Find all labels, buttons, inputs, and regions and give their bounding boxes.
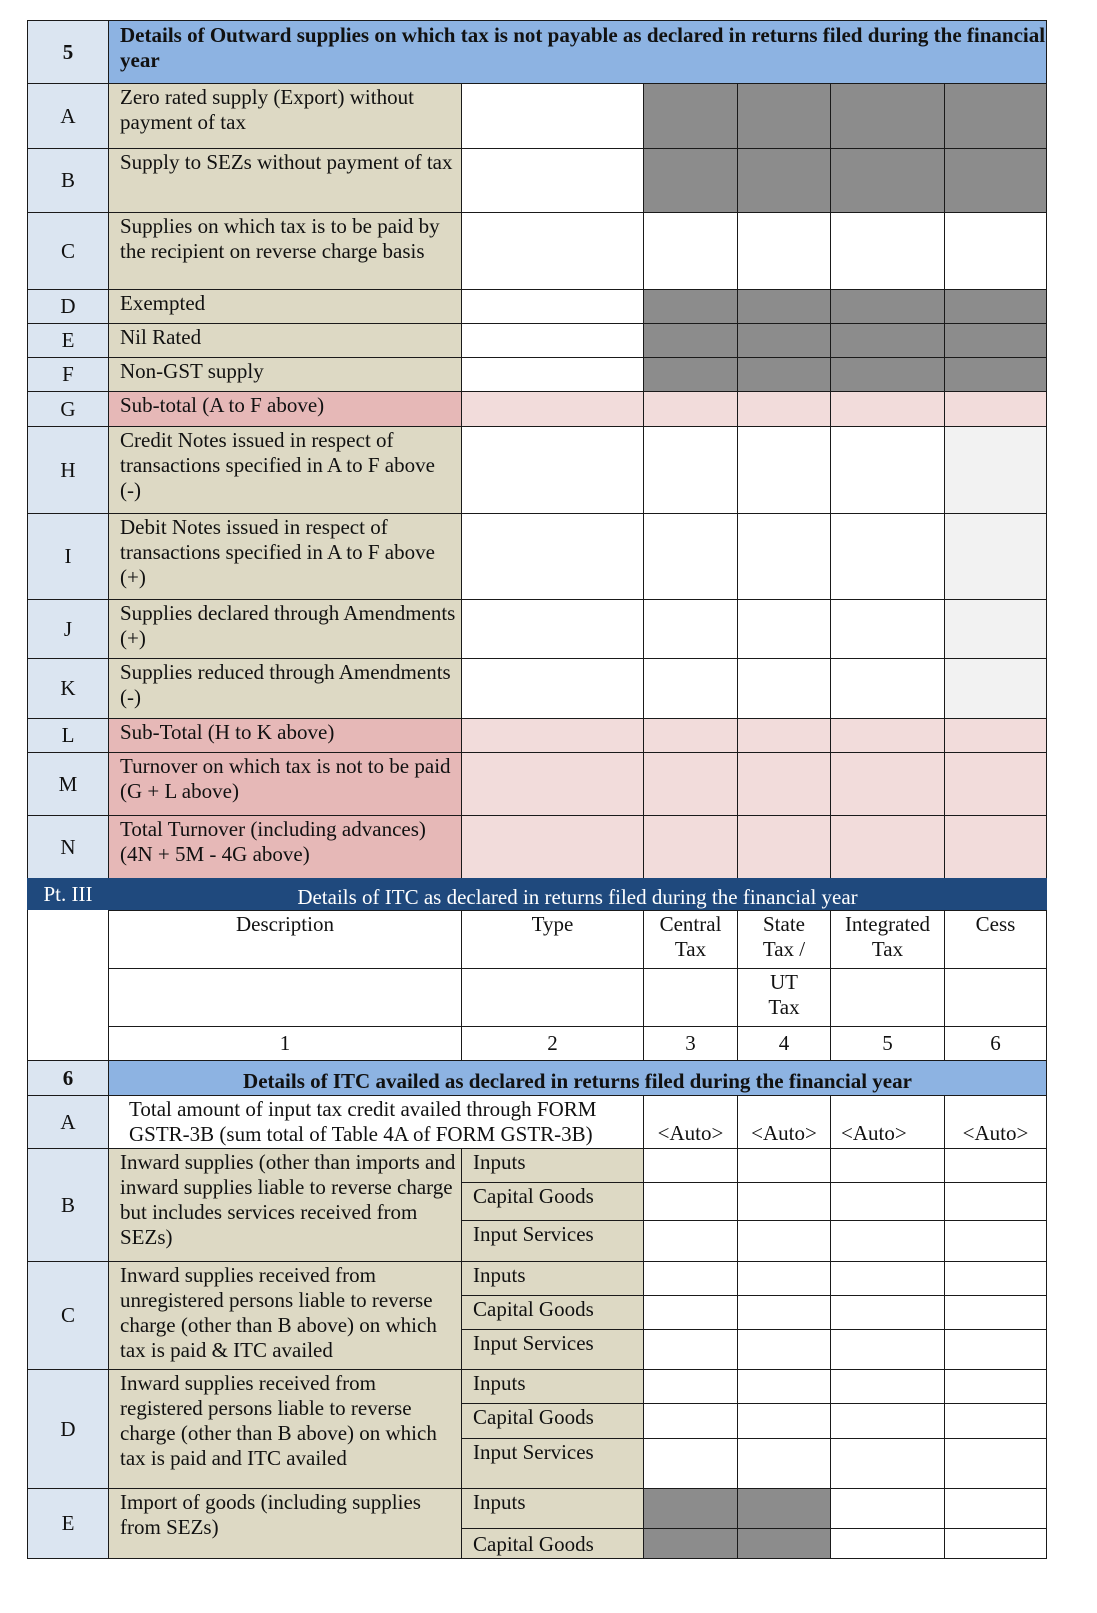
value-cell[interactable] (737, 1148, 831, 1183)
row-id: G (27, 391, 109, 427)
col-number: 6 (944, 1026, 1047, 1061)
col-number: 1 (108, 1026, 462, 1061)
subtotal-cell (830, 815, 945, 879)
row-id: E (27, 323, 109, 358)
auto-value: <Auto> (830, 1095, 945, 1149)
row-label: Supplies reduced through Amendments (-) (108, 658, 462, 719)
row-label: Import of goods (including supplies from SEZs) (108, 1488, 462, 1559)
subtotal-cell (643, 391, 738, 427)
value-cell[interactable] (461, 513, 644, 600)
subtotal-cell (461, 752, 644, 816)
value-cell[interactable] (737, 1438, 831, 1489)
row-id: K (27, 658, 109, 719)
value-cell[interactable] (737, 658, 831, 719)
value-cell[interactable] (944, 1148, 1047, 1183)
type-label: Capital Goods (461, 1295, 644, 1330)
col-header-cess: Cess (944, 910, 1047, 969)
value-cell[interactable] (830, 1438, 945, 1489)
col-header-type: Type (461, 910, 644, 969)
col-number: 4 (737, 1026, 831, 1061)
value-cell[interactable] (737, 1182, 831, 1221)
value-cell[interactable] (944, 426, 1047, 514)
value-cell[interactable] (830, 1488, 945, 1529)
row-label: Inward supplies received from unregistered persons liable to reverse charge (other than B above) on which tax is paid & ITC availed (108, 1261, 462, 1370)
value-cell[interactable] (944, 1369, 1047, 1404)
value-cell[interactable] (643, 1369, 738, 1404)
value-cell[interactable] (944, 1403, 1047, 1439)
section-title: Details of ITC availed as declared in returns filed during the financial year (108, 1060, 1047, 1096)
row-id: J (27, 599, 109, 659)
row-id: D (27, 289, 109, 324)
disabled-cell (737, 323, 831, 358)
value-cell[interactable] (830, 1148, 945, 1183)
value-cell[interactable] (830, 1261, 945, 1296)
section-number-text: 5 (62, 39, 74, 64)
subtotal-label: Sub-Total (H to K above) (108, 718, 462, 753)
row-label: Non-GST supply (108, 357, 462, 392)
subtotal-cell (944, 815, 1047, 879)
row-label: Debit Notes issued in respect of transactions specified in A to F above (+) (108, 513, 462, 600)
value-cell[interactable] (643, 426, 738, 514)
disabled-cell (737, 357, 831, 392)
disabled-cell (830, 83, 945, 149)
value-cell[interactable] (643, 1261, 738, 1296)
value-cell[interactable] (830, 1182, 945, 1221)
col-header-state-tax: State Tax / (737, 910, 831, 969)
value-cell[interactable] (643, 1403, 738, 1439)
disabled-cell (643, 83, 738, 149)
subtotal-label: Turnover on which tax is not to be paid (G + L above) (108, 752, 462, 816)
disabled-cell (944, 289, 1047, 324)
subtotal-cell (830, 752, 945, 816)
disabled-cell (643, 323, 738, 358)
header-spacer (108, 968, 462, 1027)
disabled-cell (830, 289, 945, 324)
value-cell[interactable] (737, 212, 831, 290)
subtotal-cell (944, 718, 1047, 753)
disabled-cell (830, 148, 945, 213)
header-spacer (944, 968, 1047, 1027)
row-id: N (27, 815, 109, 879)
value-cell[interactable] (643, 599, 738, 659)
disabled-cell (737, 148, 831, 213)
value-cell[interactable] (737, 1329, 831, 1370)
value-cell[interactable] (830, 1295, 945, 1330)
disabled-cell (737, 1528, 831, 1559)
value-cell[interactable] (643, 1295, 738, 1330)
value-cell[interactable] (830, 513, 945, 600)
part-label: Pt. III (27, 878, 109, 911)
value-cell[interactable] (643, 1438, 738, 1489)
row-label: Supply to SEZs without payment of tax (108, 148, 462, 213)
value-cell[interactable] (461, 323, 644, 358)
subtotal-cell (737, 815, 831, 879)
disabled-cell (643, 289, 738, 324)
row-id: A (27, 83, 109, 149)
row-id: D (27, 1369, 109, 1489)
value-cell[interactable] (944, 1261, 1047, 1296)
row-id: H (27, 426, 109, 514)
type-label: Inputs (461, 1369, 644, 1404)
type-label: Inputs (461, 1148, 644, 1183)
value-cell[interactable] (461, 357, 644, 392)
subtotal-cell (461, 718, 644, 753)
value-cell[interactable] (830, 658, 945, 719)
type-label: Capital Goods (461, 1182, 644, 1221)
disabled-cell (643, 148, 738, 213)
value-cell[interactable] (944, 1488, 1047, 1529)
value-cell[interactable] (830, 1403, 945, 1439)
type-label: Inputs (461, 1488, 644, 1529)
value-cell[interactable] (830, 1329, 945, 1370)
disabled-cell (830, 323, 945, 358)
col-header-ut-tax: UT Tax (737, 968, 831, 1027)
row-id: M (27, 752, 109, 816)
subtotal-cell (944, 752, 1047, 816)
disabled-cell (737, 289, 831, 324)
type-label: Capital Goods (461, 1528, 644, 1559)
value-cell[interactable] (944, 1295, 1047, 1330)
value-cell[interactable] (643, 658, 738, 719)
value-cell[interactable] (461, 599, 644, 659)
subtotal-cell (643, 815, 738, 879)
row-id: E (27, 1488, 109, 1559)
subtotal-cell (830, 718, 945, 753)
value-cell[interactable] (737, 1295, 831, 1330)
part-title: Details of ITC as declared in returns filed during the financial year (108, 878, 1047, 911)
value-cell[interactable] (461, 83, 644, 149)
type-label: Input Services (461, 1438, 644, 1489)
row-label: Supplies declared through Amendments (+) (108, 599, 462, 659)
value-cell[interactable] (461, 426, 644, 514)
row-id: B (27, 148, 109, 213)
row-id: C (27, 212, 109, 290)
row-id: C (27, 1261, 109, 1370)
header-spacer (830, 968, 945, 1027)
section-number: 6 (27, 1060, 109, 1096)
disabled-cell (830, 357, 945, 392)
col-header-description: Description (108, 910, 462, 969)
value-cell[interactable] (461, 658, 644, 719)
col-number: 3 (643, 1026, 738, 1061)
disabled-cell (737, 1488, 831, 1529)
value-cell[interactable] (737, 1369, 831, 1404)
header-blank-cell (27, 910, 109, 1061)
value-cell[interactable] (461, 148, 644, 213)
col-number: 5 (830, 1026, 945, 1061)
section-title: Details of Outward supplies on which tax is not payable as declared in returns filed during the financial year (108, 20, 1047, 84)
disabled-cell (944, 83, 1047, 149)
value-cell[interactable] (830, 426, 945, 514)
subtotal-label: Total Turnover (including advances) (4N + 5M - 4G above) (108, 815, 462, 879)
disabled-cell (643, 357, 738, 392)
value-cell[interactable] (737, 1220, 831, 1262)
value-cell[interactable] (737, 1261, 831, 1296)
disabled-cell (944, 357, 1047, 392)
value-cell[interactable] (737, 599, 831, 659)
value-cell[interactable] (643, 1148, 738, 1183)
auto-value: <Auto> (737, 1095, 831, 1149)
row-id: L (27, 718, 109, 753)
value-cell[interactable] (643, 513, 738, 600)
row-label: Zero rated supply (Export) without payment of tax (108, 83, 462, 149)
subtotal-cell (830, 391, 945, 427)
row-label: Credit Notes issued in respect of transactions specified in A to F above (-) (108, 426, 462, 514)
type-label: Capital Goods (461, 1403, 644, 1439)
row-label: Total amount of input tax credit availed through FORM GSTR-3B (sum total of Table 4A of FORM GSTR-3B) (108, 1095, 644, 1149)
subtotal-cell (643, 752, 738, 816)
value-cell[interactable] (737, 1403, 831, 1439)
subtotal-cell (737, 752, 831, 816)
type-label: Input Services (461, 1329, 644, 1370)
value-cell[interactable] (944, 1329, 1047, 1370)
row-id: A (27, 1095, 109, 1149)
value-cell[interactable] (944, 1220, 1047, 1262)
disabled-cell (643, 1488, 738, 1529)
row-label: Inward supplies (other than imports and inward supplies liable to reverse charge but includes services received from SEZs) (108, 1148, 462, 1262)
value-cell[interactable] (643, 1182, 738, 1221)
value-cell[interactable] (737, 513, 831, 600)
row-id: F (27, 357, 109, 392)
value-cell[interactable] (944, 658, 1047, 719)
value-cell[interactable] (944, 513, 1047, 600)
subtotal-cell (643, 718, 738, 753)
value-cell[interactable] (737, 426, 831, 514)
disabled-cell (643, 1528, 738, 1559)
value-cell[interactable] (830, 599, 945, 659)
row-label: Supplies on which tax is to be paid by the recipient on reverse charge basis (108, 212, 462, 290)
section-number (27, 20, 109, 84)
row-id: I (27, 513, 109, 600)
auto-value: <Auto> (944, 1095, 1047, 1149)
value-cell[interactable] (461, 289, 644, 324)
value-cell[interactable] (830, 1220, 945, 1262)
subtotal-cell (461, 815, 644, 879)
subtotal-cell (737, 718, 831, 753)
col-number: 2 (461, 1026, 644, 1061)
value-cell[interactable] (944, 212, 1047, 290)
value-cell[interactable] (830, 1528, 945, 1559)
auto-value: <Auto> (643, 1095, 738, 1149)
header-spacer (461, 968, 644, 1027)
subtotal-cell (737, 391, 831, 427)
value-cell[interactable] (944, 1438, 1047, 1489)
row-label: Nil Rated (108, 323, 462, 358)
col-header-central-tax: Central Tax (643, 910, 738, 969)
value-cell[interactable] (830, 1369, 945, 1404)
row-label: Exempted (108, 289, 462, 324)
value-cell[interactable] (643, 1220, 738, 1262)
col-header-integrated-tax: Integrated Tax (830, 910, 945, 969)
value-cell[interactable] (830, 212, 945, 290)
row-label: Inward supplies received from registered persons liable to reverse charge (other than B above) on which tax is paid and ITC availed (108, 1369, 462, 1489)
header-spacer (643, 968, 738, 1027)
value-cell[interactable] (944, 1528, 1047, 1559)
value-cell[interactable] (461, 212, 644, 290)
type-label: Input Services (461, 1220, 644, 1262)
disabled-cell (944, 323, 1047, 358)
disabled-cell (944, 148, 1047, 213)
subtotal-cell (461, 391, 644, 427)
row-id: B (27, 1148, 109, 1262)
subtotal-cell (944, 391, 1047, 427)
subtotal-label: Sub-total (A to F above) (108, 391, 462, 427)
value-cell[interactable] (643, 212, 738, 290)
value-cell[interactable] (944, 599, 1047, 659)
type-label: Inputs (461, 1261, 644, 1296)
value-cell[interactable] (643, 1329, 738, 1370)
disabled-cell (737, 83, 831, 149)
value-cell[interactable] (944, 1182, 1047, 1221)
